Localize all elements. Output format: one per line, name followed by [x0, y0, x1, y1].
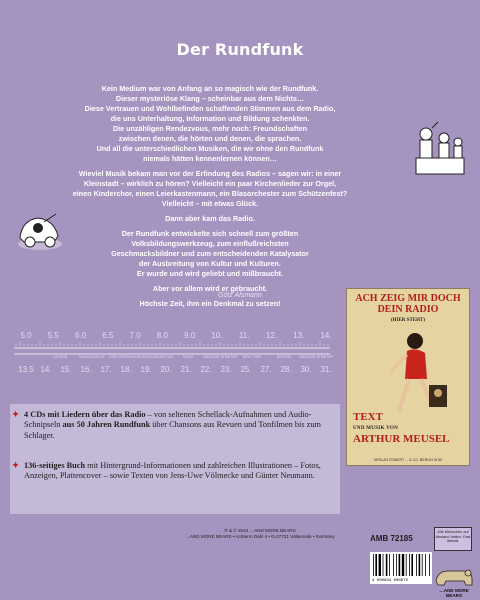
barcode-bar [429, 554, 430, 576]
poster-und-musik: UND MUSIK VON [353, 426, 399, 431]
dial-top-number: 6.5 [102, 331, 114, 340]
barcode-bar [383, 554, 384, 576]
label-logo-text: …AND MORE BEARS [439, 588, 469, 598]
dial-bottom-number: 17. [100, 365, 112, 374]
barcode-bar [373, 554, 374, 576]
poster-footer: VERLAG ROBERT ... & CO. BERLIN W 50 [373, 457, 443, 462]
barcode-bar [389, 554, 390, 576]
dial-bottom-number: 13.5 [18, 365, 34, 374]
intro-paragraph: Wieviel Musik bekam man vor der Erfindung des Radios – sagen wir: in einer Kleinstadt – wirklich zu hören? Vielleicht ein paar Kirchenlieder zur Orgel, einen Kinderchor, einen Leierkastenmann, ein Blasorchester zum Schützenfest? Vielleicht – mit etwas Glück. [72, 169, 348, 208]
star-icon: ✦ [12, 410, 19, 419]
dial-station-label: AMATEUR 15 METER [203, 355, 237, 359]
barcode-bar [419, 554, 421, 576]
warning-box: Alle Menschen auf Abstand halten. Fast überall. [434, 527, 472, 551]
feature-text-2: über Chansons aus Revuen und Tonfilmen bis zum Schlager. [24, 420, 321, 440]
intro-paragraph: Der Rundfunk entwickelte sich schnell zum größten Volksbildungswerkzeug, zum einflußreichsten Geschmacksbildner und zum entscheidenden Katalysator der Ausbreitung von Kultur und Kulturen. Er wurde und wird geliebt und mißbraucht. [111, 229, 309, 278]
barcode-bar [409, 554, 410, 576]
poster-text-label: TEXT [353, 411, 383, 423]
listening-family-illustration [412, 118, 468, 180]
sheet-music-poster [346, 288, 470, 466]
dial-top-number: 11. [238, 331, 250, 340]
intro-paragraph: Kein Medium war von Anfang an so magisch wie der Rundfunk. Dieser mysteriöse Klang – scheinbar aus dem Nichts… Diese Vertrauen und Wohlbefinden schaffenden Stimmen aus dem Radio, die uns Unterhaltung, Information und Bildung schenkten. Die unzähligen Rendezvous, mehr noch: Freundschaften zwischen denen, die hörten und denen, die sprachen. Und all die unterschiedlichen Musiken, die wir ohne den Rundfunk niemals hätten kennenlernen können… [84, 84, 336, 163]
dial-bottom-number: 15. [60, 365, 72, 374]
intro-paragraph: Aber vor allem wird er gebraucht. [152, 284, 268, 293]
barcode-bars-icon [370, 552, 432, 578]
poster-title-text: ACH ZEIG MIR DOCH DEIN RADIO [355, 293, 461, 315]
dial-top-number: 7.0 [129, 331, 141, 340]
intro-paragraph: Dann aber kam das Radio. [165, 214, 255, 223]
dial-bottom-number: 30. [300, 365, 312, 374]
dial-station-label: BOSTON [276, 355, 292, 359]
dial-top-number: 6.0 [74, 331, 87, 340]
dial-bottom-number: 21. [180, 365, 192, 374]
barcode-bar [399, 554, 401, 576]
page-title: Der Rundfunk [176, 40, 304, 59]
barcode-bar [393, 554, 394, 576]
barcode-bar [379, 554, 381, 576]
barcode-number: 4 000034 000075 [372, 579, 409, 583]
dial-top-number: 8.0 [156, 331, 168, 340]
dancing-woman-illustration [381, 327, 451, 417]
barcode-bar [386, 554, 388, 576]
feature-lead: 136-seitiges Buch [24, 461, 86, 470]
dial-top-number: 14. [320, 331, 332, 340]
barcode-bar [375, 554, 377, 576]
dial-bottom-number: 20. [160, 365, 172, 374]
dial-top-number: 5.0 [20, 331, 32, 340]
feature-text: – von seltenen Schellack-Aufnahmen und Audio-Schnipseln [24, 410, 312, 430]
feature-cds [12, 410, 324, 441]
copyright-block [170, 528, 350, 540]
feature-text: mit Hintergrund-Informationen und zahlreichen Illustrationen – Fotos, Anzeigen, Plattencover – sowie Texten von Jens-Uwe Völmecke und Günter Neumann. [24, 461, 321, 481]
dial-station-label: NEW YORK [242, 355, 262, 359]
catalog-number: AMB 72185 [370, 534, 413, 543]
copyright-line: ℗ & © 2024 …AND MORE BEARS [224, 528, 296, 533]
dial-station-label: CARO GREENWICH [108, 355, 140, 359]
dial-bottom-number: 27. [260, 365, 272, 374]
dial-bottom-number: 18. [120, 365, 132, 374]
dial-top-number: 13. [293, 331, 305, 340]
dial-bottom-number: 22. [200, 365, 212, 374]
author-signature: Götz Alsmann [218, 292, 262, 299]
barcode-bar [402, 554, 404, 576]
barcode-bar [425, 554, 426, 576]
intro-text [40, 84, 380, 314]
barcode-bar [396, 554, 397, 576]
dial-bottom-number: 16. [80, 365, 92, 374]
dial-top-number: 10. [211, 331, 223, 340]
intro-paragraph: Höchste Zeit, ihm ein Denkmal zu setzen! [139, 299, 281, 308]
barcode-bar [422, 554, 423, 576]
dial-station-label: AMATEUR 10 METER [299, 355, 333, 359]
dial-bottom-number: 28. [280, 365, 292, 374]
barcode-bar [411, 554, 413, 576]
dial-top-number: 9.0 [184, 331, 196, 340]
dial-bottom-number: 19. [140, 365, 152, 374]
barcode [370, 552, 432, 584]
dial-bottom-number: 31. [320, 365, 332, 374]
barcode-bar [406, 554, 407, 576]
dial-station-label: CANADA BRAZIL [78, 355, 106, 359]
feature-lead: 4 CDs mit Liedern über das Radio [24, 410, 146, 419]
dial-top-number: 12. [265, 331, 278, 340]
poster-credits [353, 412, 450, 445]
dial-bottom-number: 23. [220, 365, 232, 374]
poster-composer: ARTHUR MEUSEL [353, 433, 450, 445]
feature-book [12, 461, 324, 482]
label-address: …AND MORE BEARS • Achterm Dahl 4 • D-27721 Vollersode • Germany [185, 534, 335, 539]
poster-subtitle: (HIER STEHT) [390, 318, 426, 323]
dial-station-label: LONDON [52, 355, 68, 359]
dial-bottom-number: 25. [240, 365, 252, 374]
barcode-bar [416, 554, 417, 576]
poster-title [347, 289, 469, 326]
radio-tuning-dial [0, 300, 333, 390]
dial-bottom-number: 14. [40, 365, 52, 374]
dial-station-label: LONDON ARGENTINA [138, 355, 174, 359]
dial-top-number: 5.5 [47, 331, 59, 340]
star-icon: ✦ [12, 461, 19, 470]
dial-station-label: ROMA [182, 355, 194, 359]
feature-lead-2: aus 50 Jahren Rundfunk [62, 420, 151, 430]
